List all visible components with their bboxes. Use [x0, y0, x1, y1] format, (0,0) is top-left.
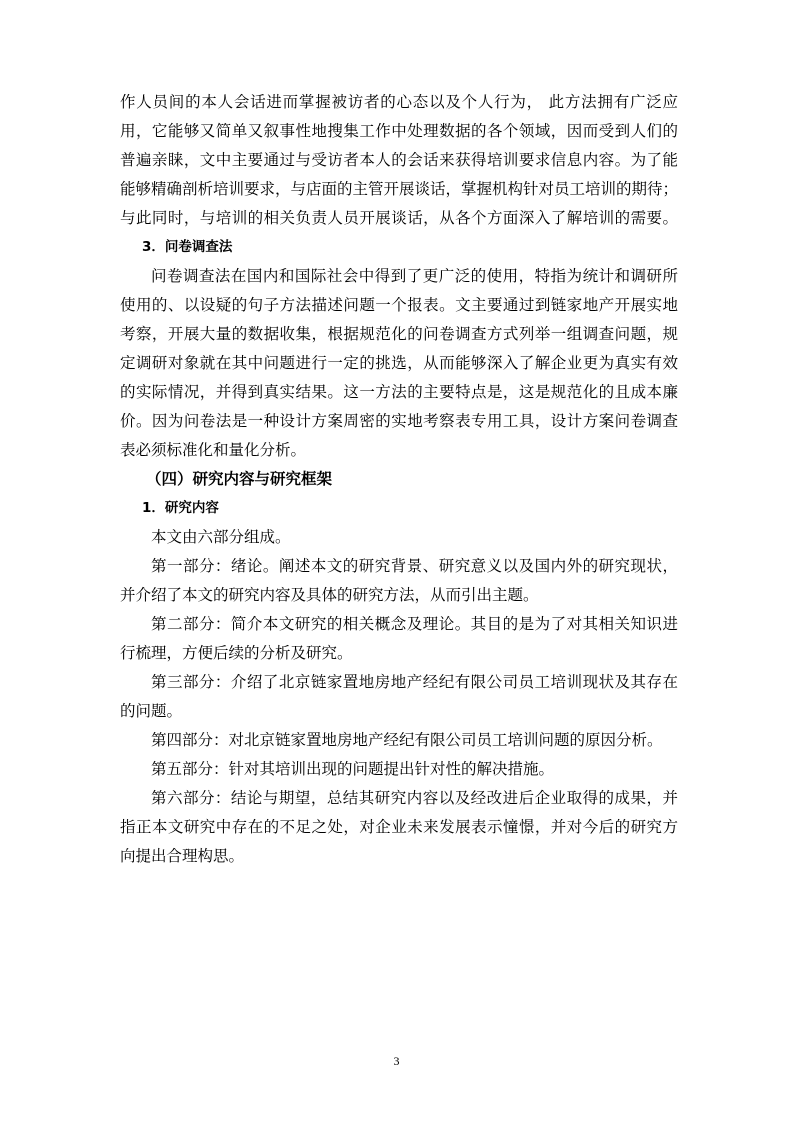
text-line: 定调研对象就在其中问题进行一定的挑选，从而能够深入了解企业更为真实有效 [120, 354, 678, 372]
text-line: 能够精确剖析培训要求，与店面的主管开展谈话，掌握机构针对员工培训的期待； [120, 180, 679, 198]
text-line: 第二部分：简介本文研究的相关概念及理论。其目的是为了对其相关知识进 [151, 615, 678, 633]
text-line: 第六部分：结论与期望，总结其研究内容以及经改进后企业取得的成果，并 [151, 789, 678, 807]
heading-research-content: 1．研究内容 [142, 500, 219, 516]
paragraph-part3 [120, 668, 678, 726]
paragraph-part5: 第五部分：针对其培训出现的问题提出针对性的解决措施。 [151, 760, 555, 778]
paragraph-part1 [120, 552, 678, 610]
text-line: 问卷调查法在国内和国际社会中得到了更广泛的使用，特指为统计和调研所 [151, 267, 678, 285]
heading-research-content-framework: （四）研究内容与研究框架 [146, 470, 333, 488]
text-line: 向提出合理构思。 [120, 847, 245, 865]
paragraph-questionnaire-method [120, 262, 678, 465]
text-line: 的问题。 [120, 702, 183, 720]
paragraph-part6 [120, 784, 678, 871]
text-line: 与此同时，与培训的相关负责人员开展谈话，从各个方面深入了解培训的需要。 [120, 209, 678, 227]
text-line: 作人员间的本人会话进而掌握被访者的心态以及个人行为， 此方法拥有广泛应 [120, 93, 678, 111]
text-line: 并介绍了本文的研究内容及具体的研究方法，从而引出主题。 [120, 586, 539, 604]
text-line: 指正本文研究中存在的不足之处，对企业未来发展表示憧憬，并对今后的研究方 [120, 818, 678, 836]
text-line: 考察，开展大量的数据收集，根据规范化的问卷调查方式列举一组调查问题，规 [120, 325, 678, 343]
paragraph-part4: 第四部分：对北京链家置地房地产经纪有限公司员工培训问题的原因分析。 [151, 731, 663, 749]
text-line: 使用的、以设疑的句子方法描述问题一个报表。文主要通过到链家地产开展实地 [120, 296, 678, 314]
text-line: 普遍亲睐，文中主要通过与受访者本人的会话来获得培训要求信息内容。为了能 [120, 151, 678, 169]
document-page [120, 88, 678, 871]
text-line: 价。因为问卷法是一种设计方案周密的实地考察表专用工具，设计方案问卷调查 [120, 412, 678, 430]
paragraph-part2 [120, 610, 678, 668]
heading-questionnaire-method: 3．问卷调查法 [142, 239, 233, 255]
text-line: 第一部分：绪论。阐述本文的研究背景、研究意义以及国内外的研究现状， [151, 557, 678, 575]
text-line: 表必须标准化和量化分析。 [120, 441, 307, 459]
text-line: 行梳理，方便后续的分析及研究。 [120, 644, 353, 662]
text-line: 第三部分：介绍了北京链家置地房地产经纪有限公司员工培训现状及其存在 [151, 673, 678, 691]
page-number: 3 [393, 1054, 400, 1068]
text-line: 的实际情况，并得到真实结果。这一方法的主要特点是，这是规范化的且成本廉 [120, 383, 678, 401]
paragraph-interview-method [120, 88, 678, 233]
paragraph-intro: 本文由六部分组成。 [151, 528, 291, 546]
text-line: 用，它能够又简单又叙事性地搜集工作中处理数据的各个领域，因而受到人们的 [120, 122, 678, 140]
